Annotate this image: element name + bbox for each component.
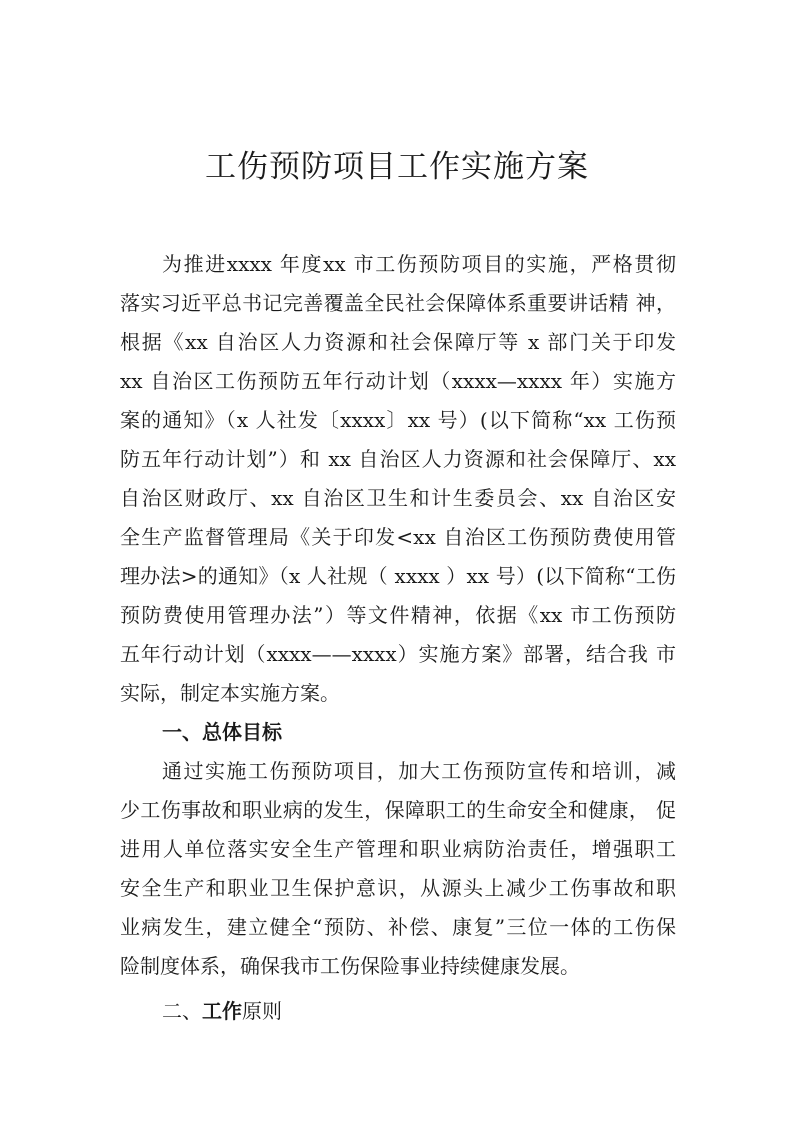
paragraph-line: 安全生产和职业卫生保护意识，从源头上减少工伤事故和职: [120, 876, 676, 900]
document-body: [120, 245, 676, 1036]
paragraph-line: 根据《xx 自治区人力资源和社会保障厅等 x 部门关于印发: [120, 330, 676, 354]
paragraph-line: 自治区财政厅、xx 自治区卫生和计生委员会、xx 自治区安: [120, 486, 676, 510]
paragraph-line: 五年行动计划（xxxx——xxxx）实施方案》部署，结合我 市: [120, 642, 676, 666]
paragraph-1: [120, 245, 676, 713]
paragraph-line: 进用人单位落实安全生产管理和职业病防治责任，增强职工: [120, 837, 676, 861]
paragraph-line: 落实习近平总书记完善覆盖全民社会保障体系重要讲话精 神，: [120, 291, 676, 315]
section-heading-overall-goal: 一、总体目标: [162, 720, 282, 744]
paragraph-line: xx 自治区工伤预防五年行动计划（xxxx—xxxx 年）实施方: [120, 369, 676, 393]
paragraph-line: 实际，制定本实施方案。: [120, 681, 340, 705]
paragraph-line: 险制度体系，确保我市工伤保险事业持续健康发展。: [120, 954, 580, 978]
paragraph-2: [120, 752, 676, 986]
document-title: 工伤预防项目工作实施方案: [205, 149, 589, 185]
paragraph-line: 防五年行动计划”）和 xx 自治区人力资源和社会保障厅、xx: [120, 447, 676, 471]
section-heading-work-principles: [120, 986, 676, 1036]
paragraph-line: 少工伤事故和职业病的发生，保障职工的生命安全和健康， 促: [120, 798, 676, 822]
paragraph-line: 通过实施工伤预防项目，加大工伤预防宣传和培训，减: [162, 759, 676, 783]
paragraph-line: 案的通知》（x 人社发〔xxxx〕xx 号）(以下简称“xx 工伤预: [120, 408, 676, 432]
paragraph-line: 业病发生，建立健全“预防、补偿、康复”三位一体的工伤保: [120, 915, 676, 939]
paragraph-line: 理办法>的通知》（x 人社规（ xxxx ）xx 号）(以下简称“工伤: [120, 564, 676, 588]
paragraph-line: 预防费使用管理办法”）等文件精神，依据《xx 市工伤预防: [120, 603, 676, 627]
paragraph-line: 全生产监督管理局《关于印发<xx 自治区工伤预防费使用管: [120, 525, 676, 549]
heading-prefix: 二、: [162, 999, 202, 1023]
paragraph-line: 为推进xxxx 年度xx 市工伤预防项目的实施，严格贯彻: [162, 252, 676, 276]
heading-suffix: 原则: [242, 999, 282, 1023]
heading-bold-part: 工作: [202, 999, 242, 1023]
